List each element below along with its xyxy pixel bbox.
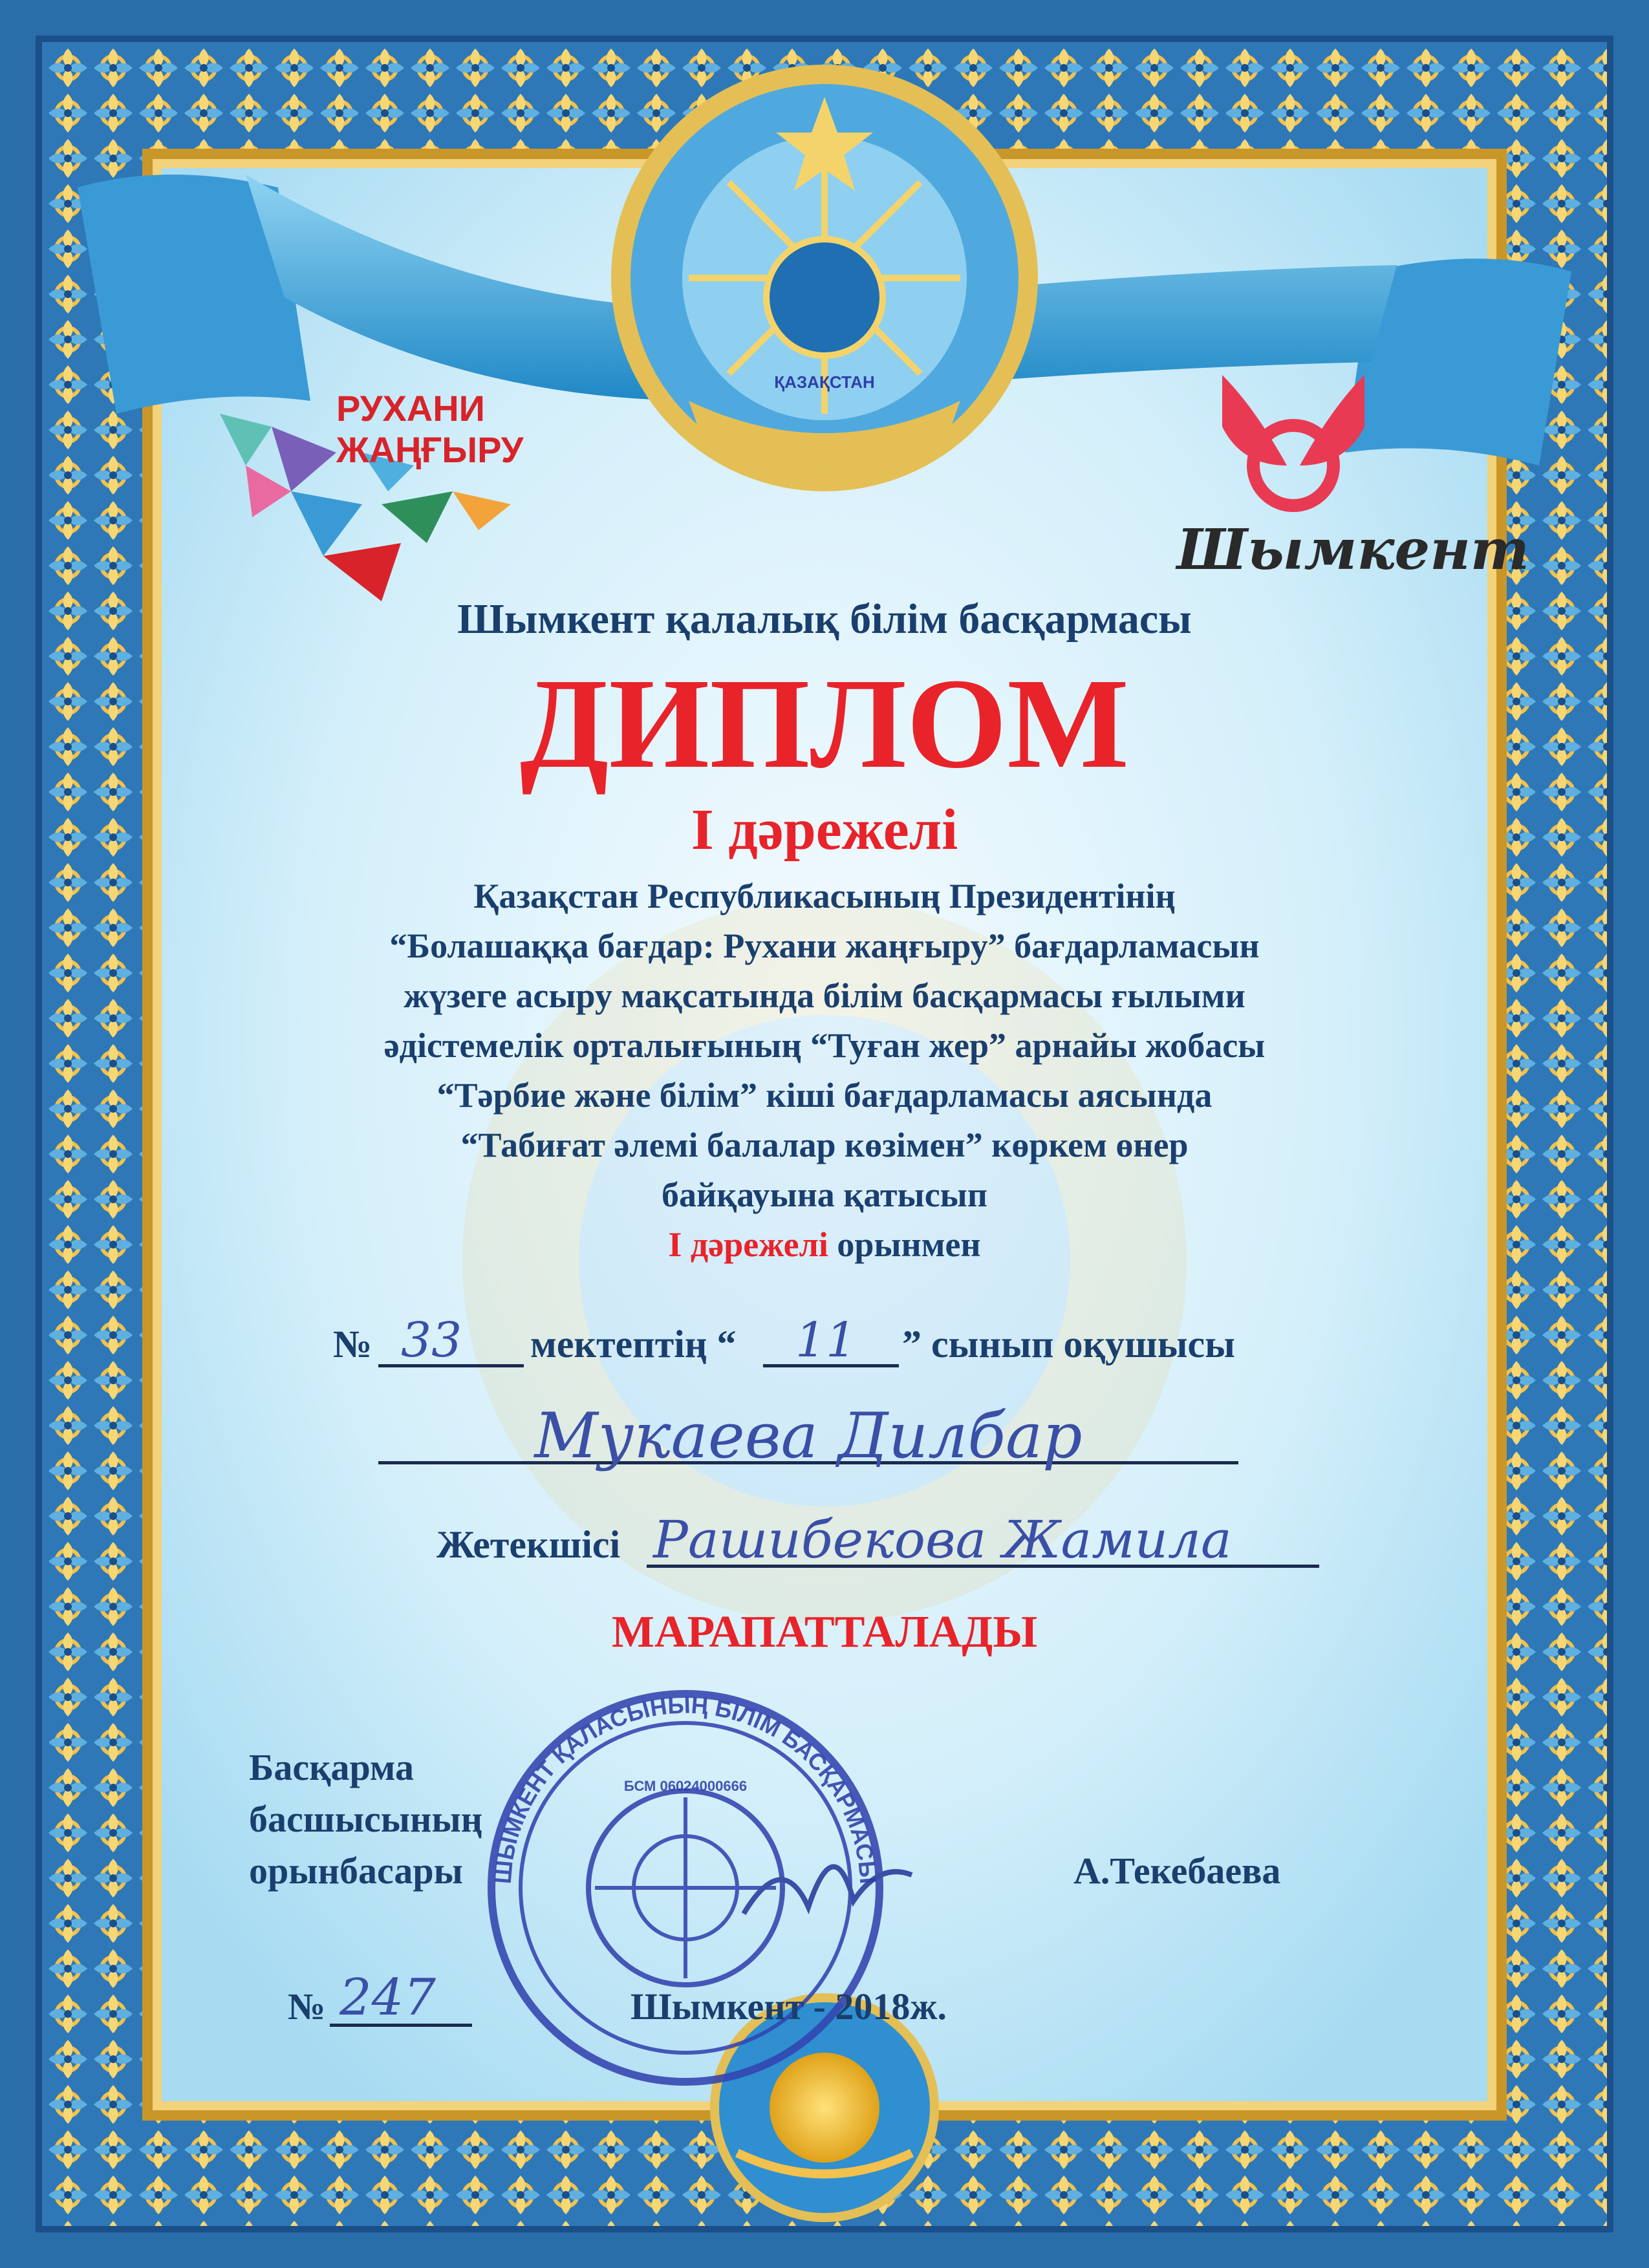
body-line-1: Қазақстан Республикасының Президентінің [473,877,1176,915]
diploma-title: ДИПЛОМ [519,652,1130,795]
stamp-outer-text: ШЫМКЕНТ ҚАЛАСЫНЫҢ БІЛІМ БАСҚАРМАСЫ [489,1691,882,1885]
body-line-5: “Тәрбие және білім” кіші бағдарламасы аясында [436,1076,1212,1115]
school-number-sign: № [333,1323,372,1365]
footer-number-value: 247 [339,1969,436,2027]
body-line-7: байқауына қатысып [662,1175,987,1214]
supervisor-label: Жетекшісі [436,1523,621,1566]
signer-position-line2: басшысының [249,1798,483,1840]
footer-city-year: Шымкент - 2018ж. [630,1985,947,2027]
supervisor-name: Рашибекова Жамила [653,1510,1232,1570]
signer-position-line3: орынбасары [249,1850,463,1892]
awarded-text: МАРАПАТТАЛАДЫ [611,1607,1038,1657]
signer-name: А.Текебаева [1073,1850,1281,1892]
student-name: Мукаева Дилбар [534,1400,1083,1472]
place-degree: I дәрежелі [668,1225,828,1264]
class-label: ” сынып оқушысы [902,1323,1236,1365]
rukhani-logo-line2: ЖАҢҒЫРУ [336,429,524,470]
body-line-2: “Болашаққа бағдар: Рухани жаңғыру” бағдарламасын [389,926,1260,965]
class-number-value: 11 [795,1312,857,1368]
school-label: мектептің “ [530,1323,737,1365]
issuer-line: Шымкент қалалық білім басқармасы [457,595,1192,643]
place-rest: орынмен [828,1225,981,1264]
city-logo-text: Шымкент [1177,517,1529,583]
degree-heading: I дәрежелі [691,798,958,862]
body-line-4: әдістемелік орталығының “Туған жер” арнайы жобасы [383,1026,1266,1065]
stamp-inner-text: БСМ 06024000666 [623,1778,748,1794]
footer-number-sign: № [288,1985,326,2027]
body-line-3: жүзеге асыру мақсатында білім басқармасы ғылыми [404,976,1245,1015]
rukhani-logo-line1: РУХАНИ [336,388,485,429]
school-number-value: 33 [401,1312,462,1368]
signer-position-line1: Басқарма [249,1746,414,1788]
emblem-ribbon-text: ҚАЗАҚСТАН [774,372,875,392]
place-line [0,1225,1649,1265]
body-line-6: “Табиғат әлемі балалар көзімен” көркем өнер [460,1126,1189,1164]
